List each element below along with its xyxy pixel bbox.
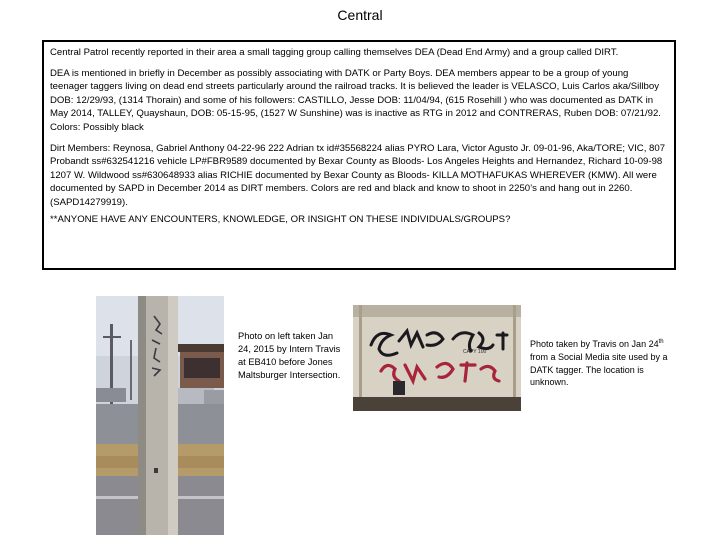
bulletin-request: **ANYONE HAVE ANY ENCOUNTERS, KNOWLEDGE, OR INSIGHT ON THESE INDIVIDUALS/GROUPS? <box>50 213 511 225</box>
left-photo-caption: Photo on left taken Jan 24, 2015 by Intern Travis at EB410 before Jones Maltsburger Intersection. <box>238 331 341 380</box>
photo-pole-tag <box>96 296 224 535</box>
right-caption-text: Photo taken by Travis on Jan 24 <box>530 339 659 349</box>
photo-train-graffiti <box>353 305 521 411</box>
right-photo-caption <box>530 338 680 389</box>
right-caption-ordinal: th <box>658 339 664 345</box>
bulletin-dirt-members: Dirt Members: Reynosa, Gabriel Anthony 04-22-96 222 Adrian tx id#35568224 alias PYRO Lara, Victor Agusto Jr. 09-01-96, Aka/TORE; VIC, 807 Probandt ss#632541216 vehicle LP#FBR9589 documented by Bexar County as Bloods- Los Angeles Heights and Hernandez, Richard 10-09-98 1207 W. Wildwood ss#630648933 alias RICHIE documented by Bexar County as Bloods- KILLA MOTHAFUKAS WHEREVER (KMW). All were documented by SAPD in December 2014 as DIRT members. Colors are red and black and know to shoot in 2250’s and hang out in 2260. (SAPD14279919). <box>50 142 666 208</box>
bulletin-box <box>42 40 676 270</box>
bulletin-intro: Central Patrol recently reported in their area a small tagging group calling themselves DEA (Dead End Army) and a group called DIRT. <box>50 47 619 58</box>
right-caption-text-rest: from a Social Media site used by a DATK tagger. The location is unknown. <box>530 351 668 388</box>
bulletin-dea-details: DEA is mentioned in briefly in December as possibly associating with DATK or Party Boys. DEA members appear to be a group of young teenager taggers living on dead end streets particularly around the railroad tracks. It is believed the leader is VELASCO, Luis Carlos aka/Sillboy DOB: 12/29/93, (1314 Thorain) and some of his followers: CASTILLO, Jesse DOB: 11/04/94, (615 Rosehill ) who was documented as DATK in May 2014, TALLEY, Quayshaun, DOB: 05-15-95, (1527 W Sunshine) was is inactive as RTG in 2012 and CONTRERAS, Ruben DOB: 07/21/92. Colors: Possibly black <box>50 67 661 133</box>
svg-text:CAPY 100: CAPY 100 <box>463 349 487 355</box>
page-title: Central <box>337 7 383 23</box>
